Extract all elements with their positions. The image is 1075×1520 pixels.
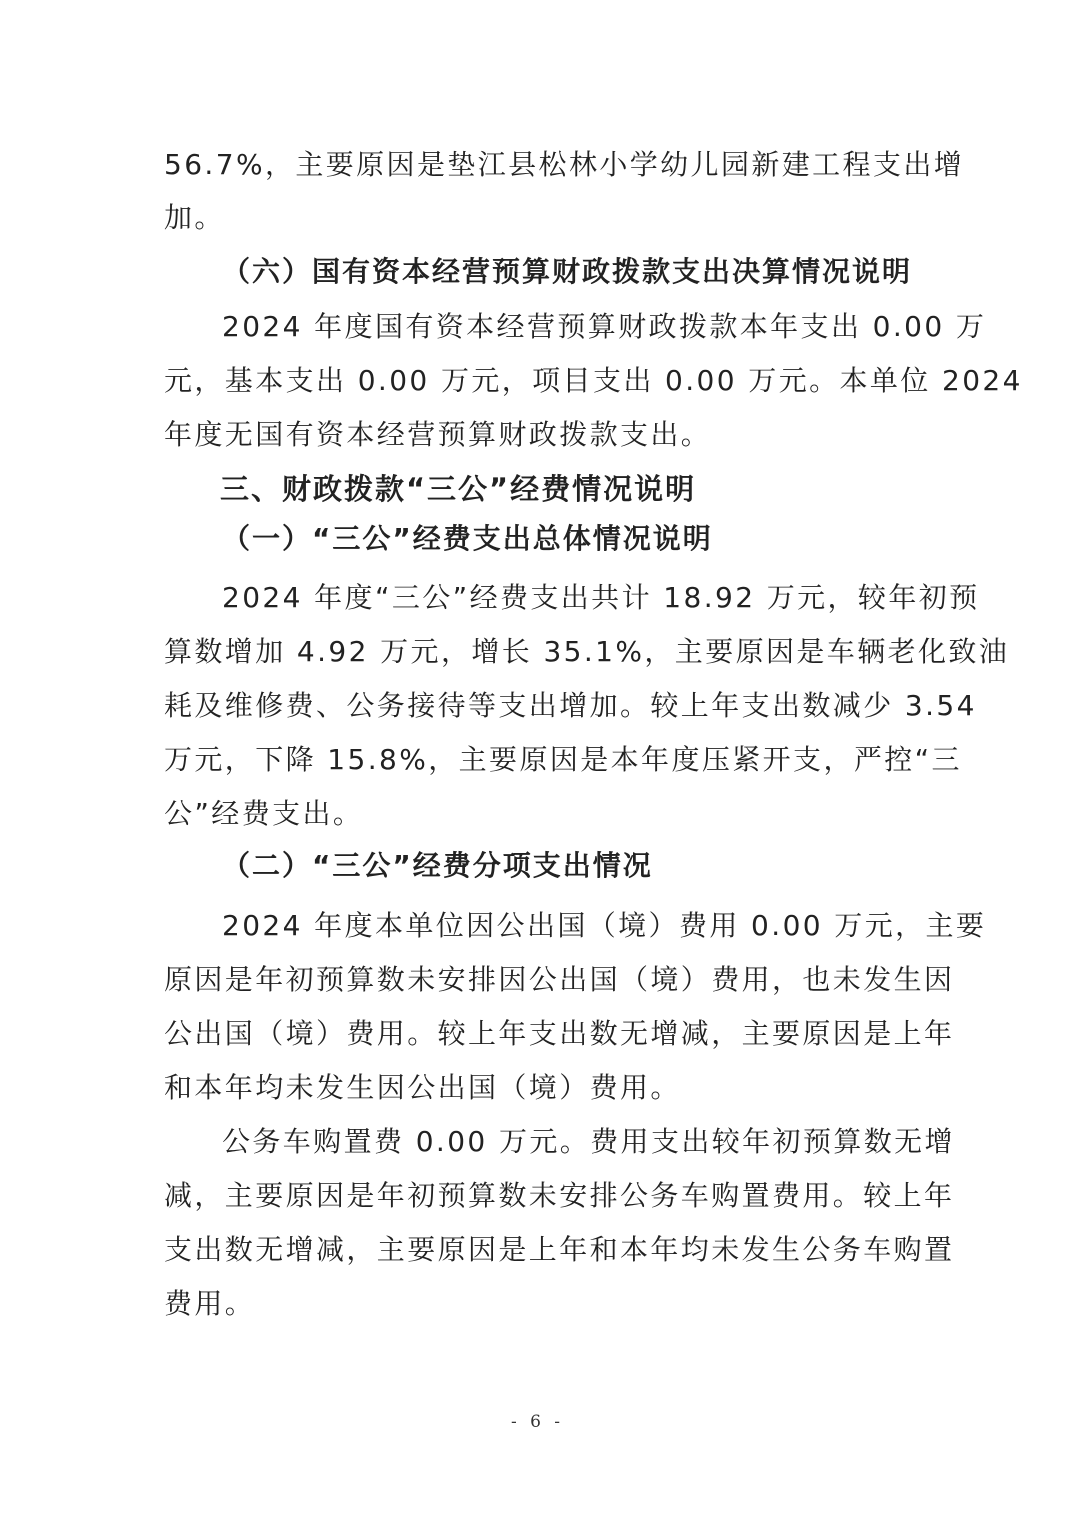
body-text-line: 支出数无增减，主要原因是上年和本年均未发生公务车购置 xyxy=(164,1233,955,1266)
body-text-line: 年度无国有资本经营预算财政拨款支出。 xyxy=(164,418,712,451)
section-heading-1: （一）“三公”经费支出总体情况说明 xyxy=(222,522,713,555)
section-heading-2: （二）“三公”经费分项支出情况 xyxy=(222,849,653,882)
body-text-line: 56.7%，主要原因是垫江县松林小学幼儿园新建工程支出增 xyxy=(164,148,965,181)
body-text-line: 公出国（境）费用。较上年支出数无增减，主要原因是上年 xyxy=(164,1017,955,1050)
body-text-line: 耗及维修费、公务接待等支出增加。较上年支出数减少 3.54 xyxy=(164,689,977,722)
body-text-line: 算数增加 4.92 万元，增长 35.1%，主要原因是车辆老化致油 xyxy=(164,635,1010,668)
body-text-line: 原因是年初预算数未安排因公出国（境）费用，也未发生因 xyxy=(164,963,955,996)
body-text-line: 万元，下降 15.8%，主要原因是本年度压紧开支，严控“三 xyxy=(164,743,962,776)
body-text-line: 费用。 xyxy=(164,1287,256,1320)
section-heading-6: （六）国有资本经营预算财政拨款支出决算情况说明 xyxy=(222,255,913,288)
body-text-line: 和本年均未发生因公出国（境）费用。 xyxy=(164,1071,681,1104)
body-text-line: 减，主要原因是年初预算数未安排公务车购置费用。较上年 xyxy=(164,1179,955,1212)
page-number: - 6 - xyxy=(510,1412,565,1432)
body-text-line: 2024 年度本单位因公出国（境）费用 0.00 万元，主要 xyxy=(222,909,987,942)
body-text-line: 公务车购置费 0.00 万元。费用支出较年初预算数无增 xyxy=(222,1125,955,1158)
body-text-line: 公”经费支出。 xyxy=(164,797,364,830)
body-text-line: 元，基本支出 0.00 万元，项目支出 0.00 万元。本单位 2024 xyxy=(164,364,1023,397)
body-text-line: 2024 年度“三公”经费支出共计 18.92 万元，较年初预 xyxy=(222,581,980,614)
body-text-line: 2024 年度国有资本经营预算财政拨款本年支出 0.00 万 xyxy=(222,310,987,343)
body-text-line: 加。 xyxy=(164,201,225,234)
chapter-heading-3: 三、财政拨款“三公”经费情况说明 xyxy=(220,472,697,506)
